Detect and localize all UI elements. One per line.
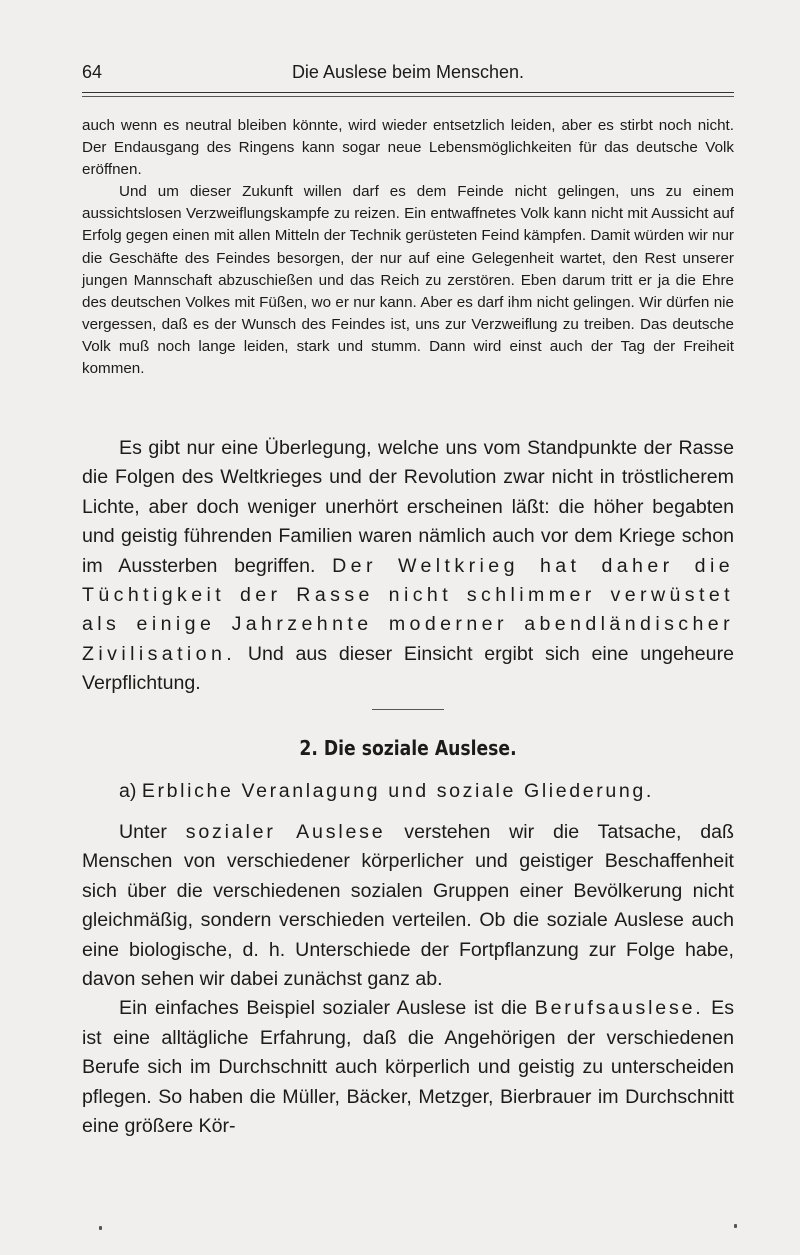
small-print-block — [82, 115, 734, 380]
section-heading: 2. Die soziale Auslese. — [299, 736, 517, 760]
spaced-term: sozialer Auslese — [185, 821, 386, 843]
header-rule-top — [82, 92, 734, 93]
subsection-heading — [119, 780, 654, 803]
paragraph-definition — [82, 818, 734, 994]
subsection-label: a) — [119, 780, 137, 802]
main-text-block — [82, 818, 734, 1141]
header-rule-bottom — [82, 96, 734, 97]
paragraph-race — [82, 434, 734, 699]
subsection-title: Erbliche Veranlagung und soziale Gliederung. — [141, 780, 654, 802]
spaced-emphasis: Der Weltkrieg hat daher die Tüchtigkeit der Rasse nicht schlimmer verwüstet als einige Jahrzehnte moderner abendländischer Zivilisation. — [82, 554, 734, 665]
emphasis-paragraph — [82, 434, 734, 699]
paragraph-rest: verstehen wir die Tatsache, daß Menschen von verschiedener körperlicher und geistiger Beschaffenheit sich über die verschiedenen sozialen Gruppen einer Bevölkerung nicht gleichmäßig, sondern verschieden verteilen. Ob die soziale Auslese auch eine biologische, d. h. Unterschiede der Fortpflanzung zur Folge habe, davon sehen wir dabei zunächst ganz ab. — [82, 821, 734, 991]
section-separator — [372, 709, 444, 710]
running-title: Die Auslese beim Menschen. — [291, 62, 525, 82]
paragraph-rest: Es ist eine alltägliche Erfahrung, daß die Angehörigen der verschiedenen Berufe sich im Durchschnitt auch körperlich und geistig zu unterscheiden pflegen. So haben die Müller, Bäcker, Metzger, Bierbrauer im Durchschnitt eine größere Kör- — [82, 997, 734, 1138]
paragraph-lead: Ein einfaches Beispiel sozialer Auslese ist die — [119, 997, 528, 1020]
paragraph-lead: Unter — [119, 821, 167, 843]
paragraph-continuation: auch wenn es neutral bleiben könnte, wird wieder entsetzlich leiden, aber es stirbt noch nicht. Der Endausgang des Ringens kann sogar neue Lebensmöglichkeiten für das deutsche Volk eröffnen. — [82, 117, 734, 179]
spaced-term: Berufsauslese. — [534, 997, 704, 1020]
print-speck — [99, 1226, 102, 1230]
paragraph-tail: Und aus dieser Einsicht ergibt sich eine ungeheure Verpflichtung. — [82, 642, 735, 695]
paragraph: Und um dieser Zukunft willen darf es dem Feinde nicht gelingen, uns zu einem aussichtslosen Verzweiflungskampfe zu reizen. Ein entwaffnetes Volk kann nicht mit Aussicht auf Erfolg gegen einen mit allen Mitteln der Technik gerüsteten Feind kämpfen. Damit würden wir nur die Geschäfte des Feindes besorgen, der nur auf eine Gelegenheit wartet, den Rest unserer jungen Mannschaft abzuschießen und das Reich zu zerstören. Eben darum tritt er ja die Ehre des deutschen Volkes mit Füßen, wo er nur kann. Aber es darf ihm nicht gelingen. Wir dürfen nie vergessen, daß es der Wunsch des Feindes ist, uns zur Verzweiflung zu treiben. Das deutsche Volk muß noch lange leiden, stark und stumm. Dann wird einst auch der Tag der Freiheit kommen. — [82, 183, 734, 378]
print-speck — [734, 1224, 737, 1228]
page-header — [82, 62, 734, 88]
paragraph-lead: Es gibt nur eine Überlegung, welche uns vom Standpunkte der Rasse die Folgen des Weltkrieges und der Revolution zwar nicht in tröstlicherem Lichte, aber doch weniger unerhört erscheinen läßt: die höher begabten und geistig führenden Familien waren nämlich auch vor dem Kriege schon im Aussterben begriffen. — [82, 437, 734, 577]
page-number: 64 — [82, 62, 103, 82]
paragraph-example — [82, 994, 734, 1141]
